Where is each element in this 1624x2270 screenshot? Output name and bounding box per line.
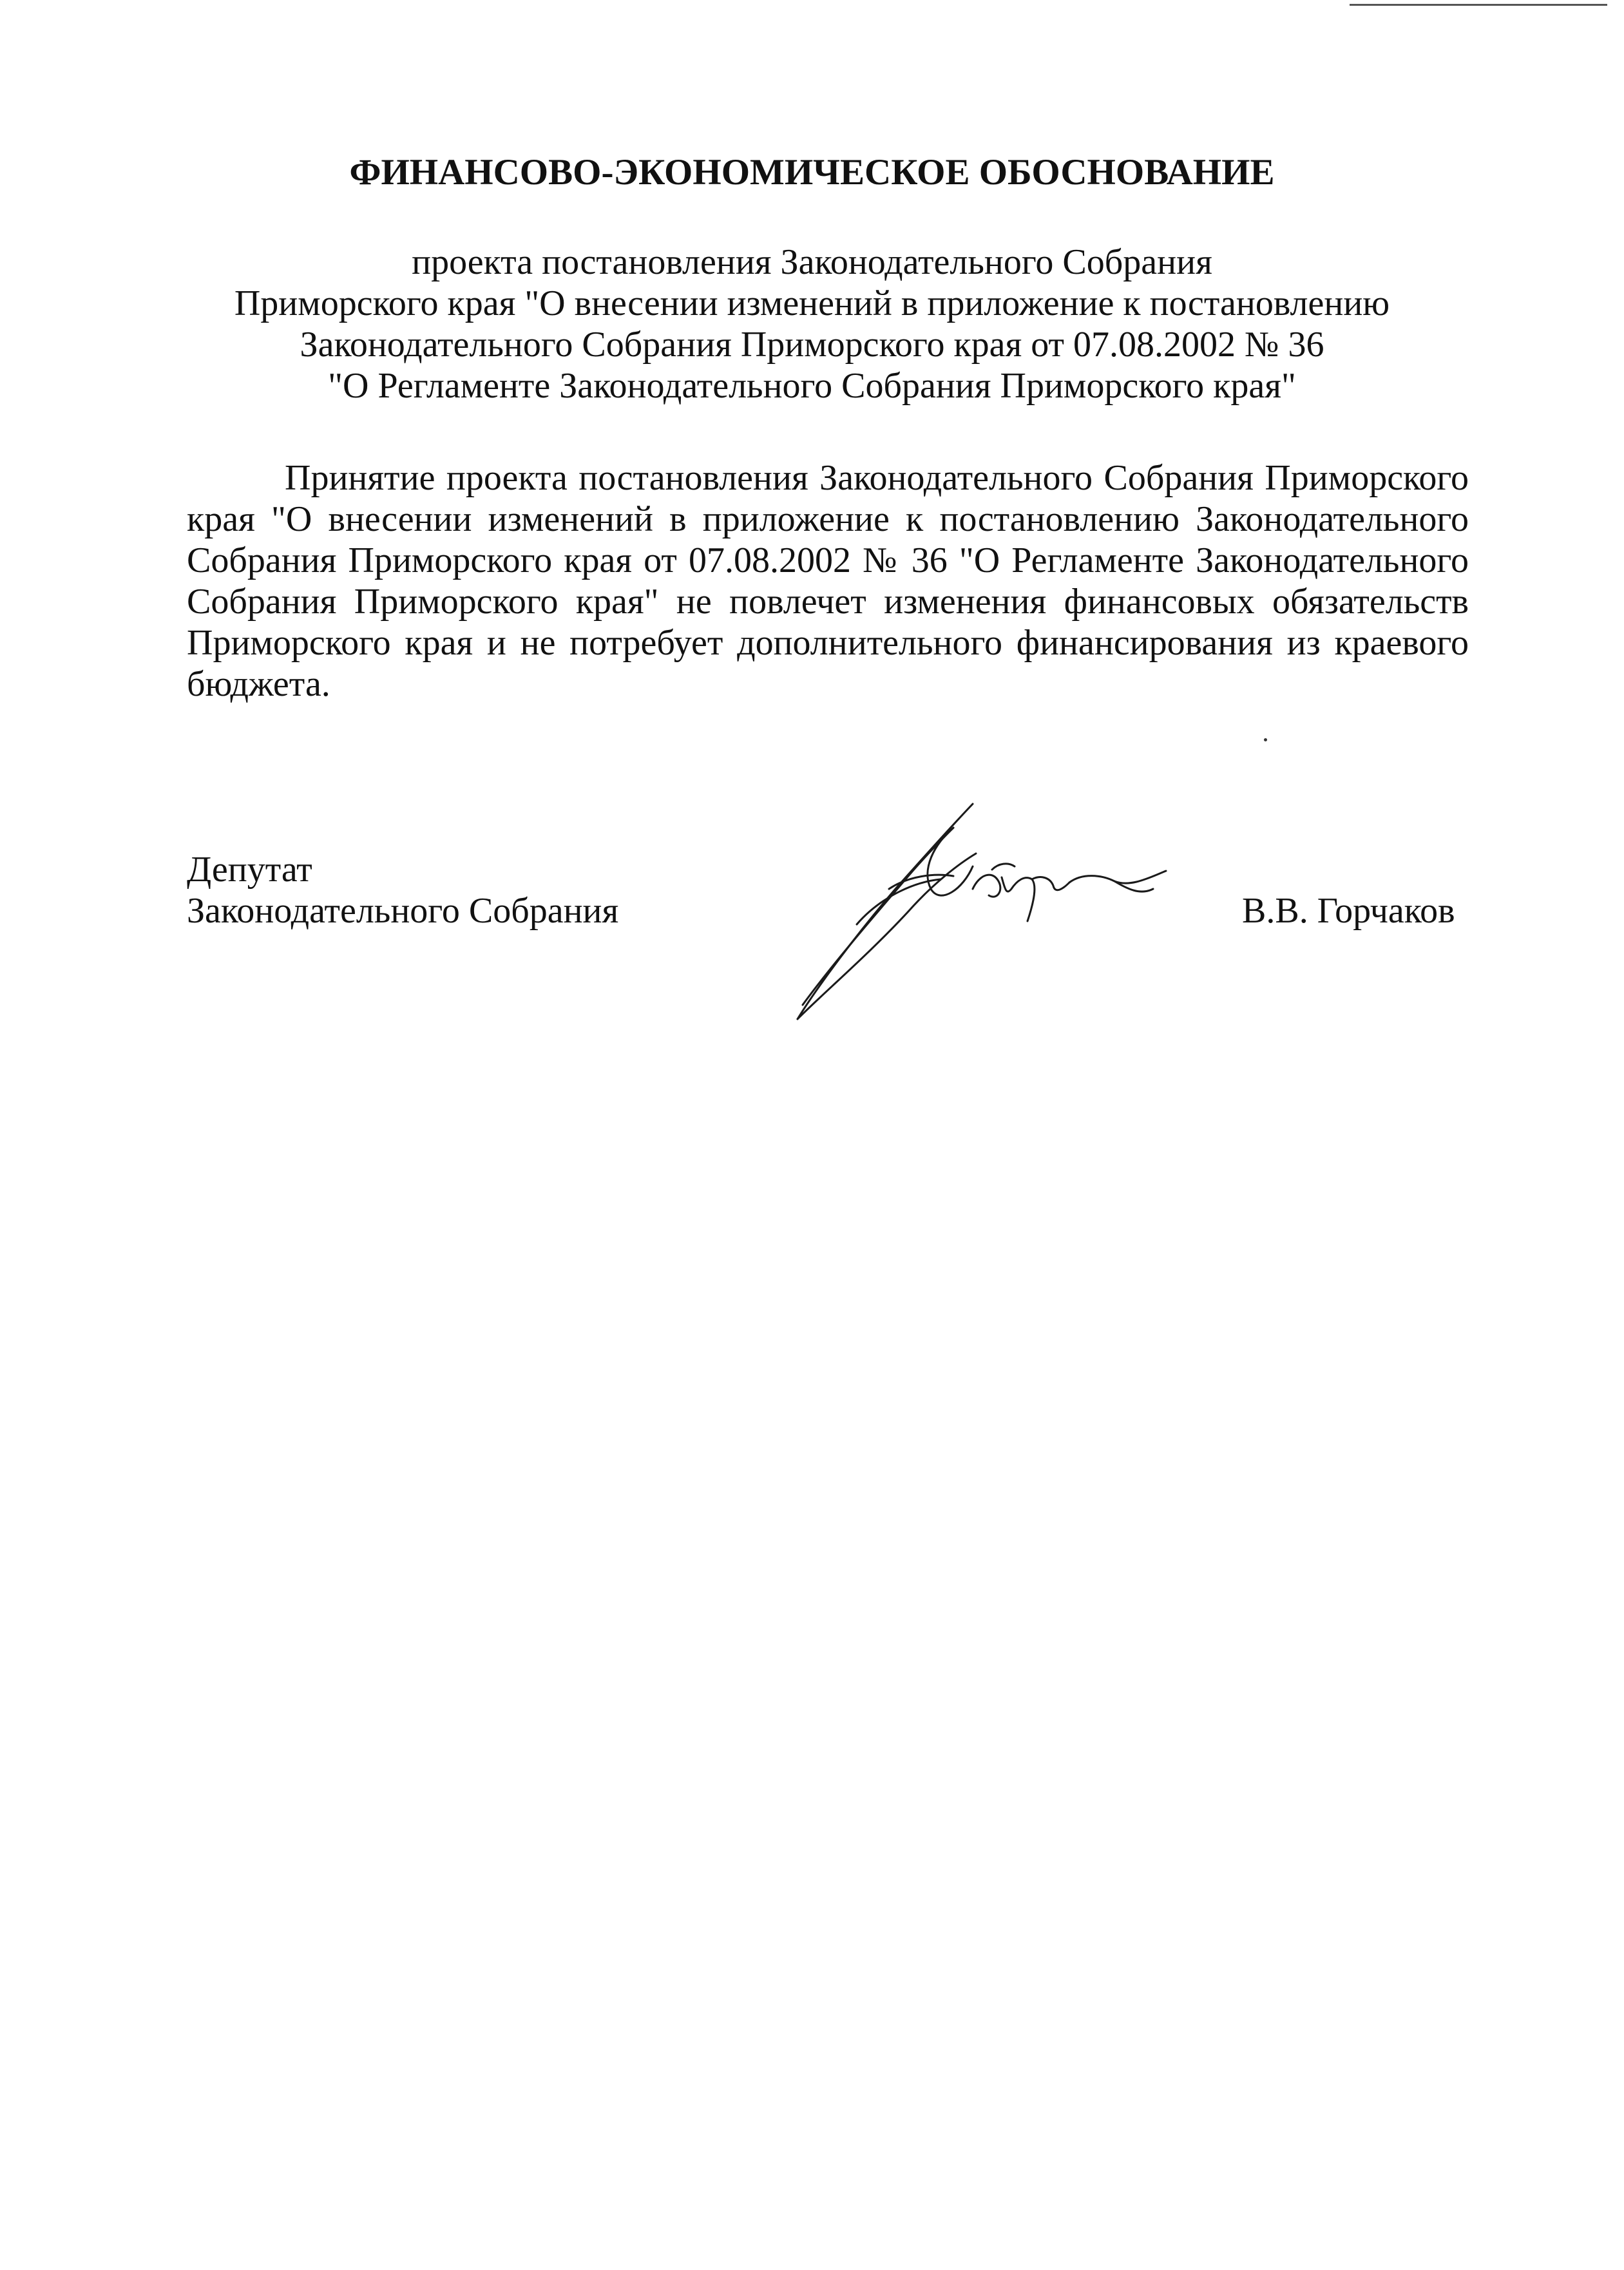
document-body-paragraph: Принятие проекта постановления Законодательного Собрания Приморского края "О внесении изменений в приложение к постановлению Законодательного Собрания Приморского края от 07.08.2002 № 36 "О Регламенте Законодательного Собрания Приморского края" не повлечет изменения финансовых обязательств Приморского края и не потребует дополнительного финансирования из краевого бюджета. bbox=[187, 458, 1469, 704]
subtitle-line: "О Регламенте Законодательного Собрания Приморского края" bbox=[328, 366, 1296, 406]
signer-name: В.В. Горчаков bbox=[1242, 891, 1455, 931]
stray-dot bbox=[1264, 738, 1267, 741]
document-subtitle bbox=[161, 242, 1463, 406]
signer-position-line: Законодательного Собрания bbox=[187, 891, 619, 931]
scan-edge-mark bbox=[1350, 4, 1607, 6]
handwritten-signature bbox=[779, 792, 1192, 1037]
subtitle-line: Приморского края "О внесении изменений в приложение к постановлению bbox=[234, 283, 1390, 323]
subtitle-line: проекта постановления Законодательного Собрания bbox=[412, 242, 1212, 282]
document-title: ФИНАНСОВО-ЭКОНОМИЧЕСКОЕ ОБОСНОВАНИЕ bbox=[349, 152, 1275, 193]
signer-position-line: Депутат bbox=[187, 850, 312, 890]
signer-position bbox=[187, 849, 618, 931]
subtitle-line: Законодательного Собрания Приморского края от 07.08.2002 № 36 bbox=[300, 325, 1324, 365]
